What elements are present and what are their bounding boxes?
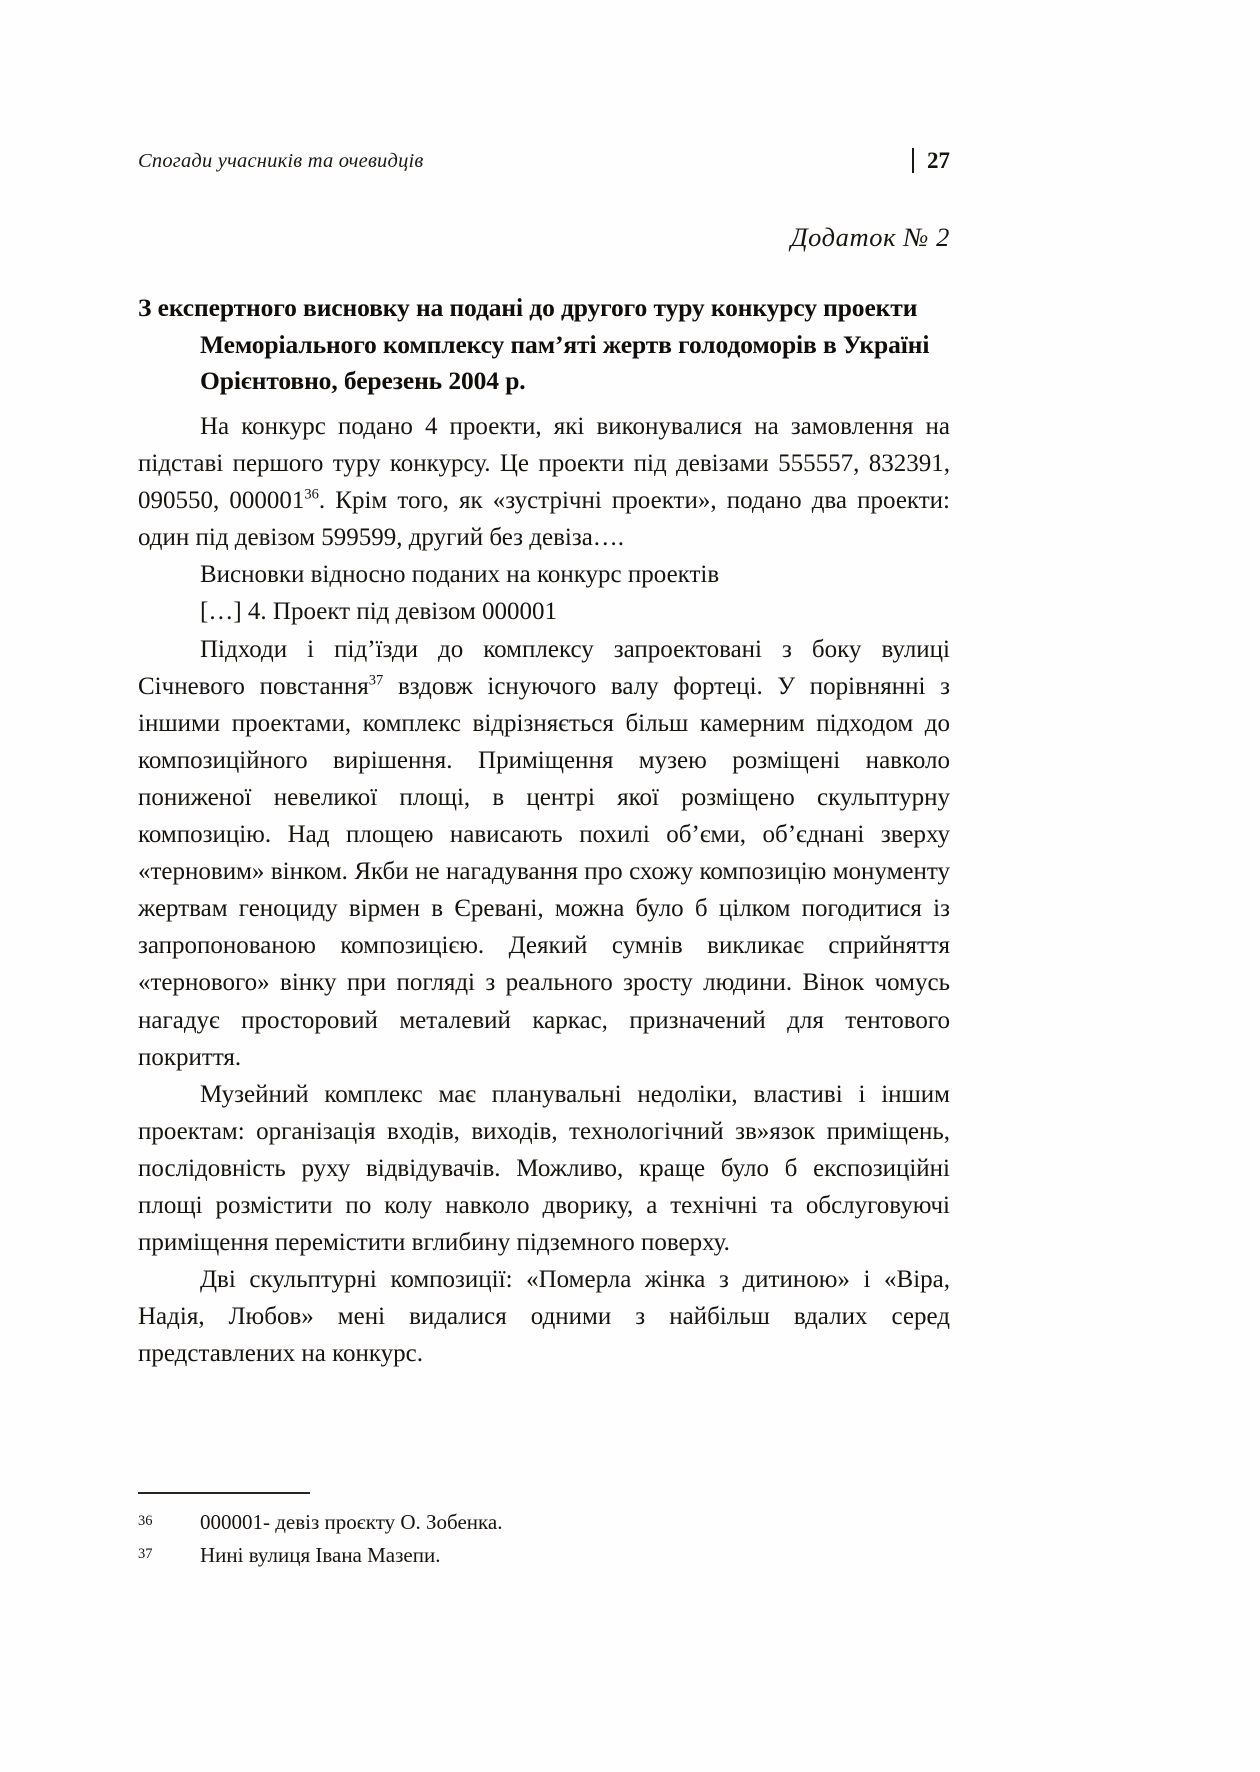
footnote-text: 000001- девіз проєкту О. Зобенка. <box>200 1510 503 1534</box>
footnote-marker: 37 <box>138 1546 153 1562</box>
footnote-item <box>138 1506 950 1539</box>
page-number: 27 <box>927 148 950 173</box>
body-paragraph-4 <box>138 631 950 1076</box>
footnote-marker: 36 <box>138 1513 153 1529</box>
page-folio <box>912 148 950 173</box>
document-title <box>138 290 958 400</box>
body-paragraph-5: Музейний комплекс має планувальні недоліки, властиві і іншим проектам: організація входів, виходів, технологічний зв»язок приміщень, послідовність руху відвідувачів. Можливо, краще було б експозиційні площі розмістити по колу навколо дворику, а технічні та обслуговуючі приміщення перемістити вглибину підземного поверху. <box>138 1080 950 1257</box>
document-body <box>138 408 950 1372</box>
appendix-label: Додаток № 2 <box>790 222 950 252</box>
footnote-text: Нині вулиця Івана Мазепи. <box>200 1543 441 1567</box>
document-title-line-1: З експертного висновку на подані до другого туру конкурсу проекти <box>138 293 918 322</box>
running-header <box>138 150 950 184</box>
body-paragraph-6: Дві скульптурні композиції: «Померла жінка з дитиною» і «Віра, Надія, Любов» мені видалися одними з найбільш вдалих серед представлених на конкурс. <box>138 1266 950 1368</box>
footnote-separator-rule <box>138 1492 310 1494</box>
document-title-line-2: Меморіального комплексу пам’яті жертв голодоморів в Україні <box>200 329 930 359</box>
body-paragraph-1-text-b: . Крім того, як «зустрічні проекти», подано два проекти: один під девізом 599599, другий без девіза…. <box>138 487 950 552</box>
footnote-ref-36[interactable]: 36 <box>304 486 319 503</box>
footnote-item <box>138 1539 950 1572</box>
running-header-title: Спогади учасників та очевидців <box>138 150 424 172</box>
body-paragraph-1 <box>138 408 950 556</box>
document-title-line-3: Орієнтовно, березень 2004 р. <box>200 366 526 395</box>
body-paragraph-1-text-a: На конкурс подано 4 проекти, які виконувалися на замовлення на підставі першого туру конкурсу. Це проекти під девізами 555557, 832391, 090550, 000001 <box>138 413 950 515</box>
body-paragraph-4-text-b: вздовж існуючого валу фортеці. У порівнянні з іншими проектами, комплекс відрізняється більш камерним підходом до композиційного вирішення. Приміщення музею розміщені навколо пониженої невеликої площі, в центрі якої розміщено скульптурну композицію. Над площею нависають похилі об’єми, об’єднані зверху «терновим» вінком. Якби не нагадування про схожу композицію монументу жертвам геноциду вірмен в Єревані, можна було б цілком погодитися із запропонованою композицією. Деякий сумнів викликає сприйняття «тернового» вінку при погляді з реального зросту людини. Вінок чомусь нагадує просторовий металевий каркас, призначений для тентового покриття. <box>138 672 950 1071</box>
body-paragraph-3: […] 4. Проект під девізом 000001 <box>200 598 558 626</box>
body-paragraph-4-text-a: Підходи і під’їзди до комплексу запроектовані з боку вулиці Січневого повстання <box>138 635 950 700</box>
footnote-ref-37[interactable]: 37 <box>368 672 384 689</box>
footnote-block <box>138 1492 950 1572</box>
folio-divider-rule <box>912 148 914 173</box>
body-paragraph-2: Висновки відносно поданих на конкурс проектів <box>200 561 720 589</box>
